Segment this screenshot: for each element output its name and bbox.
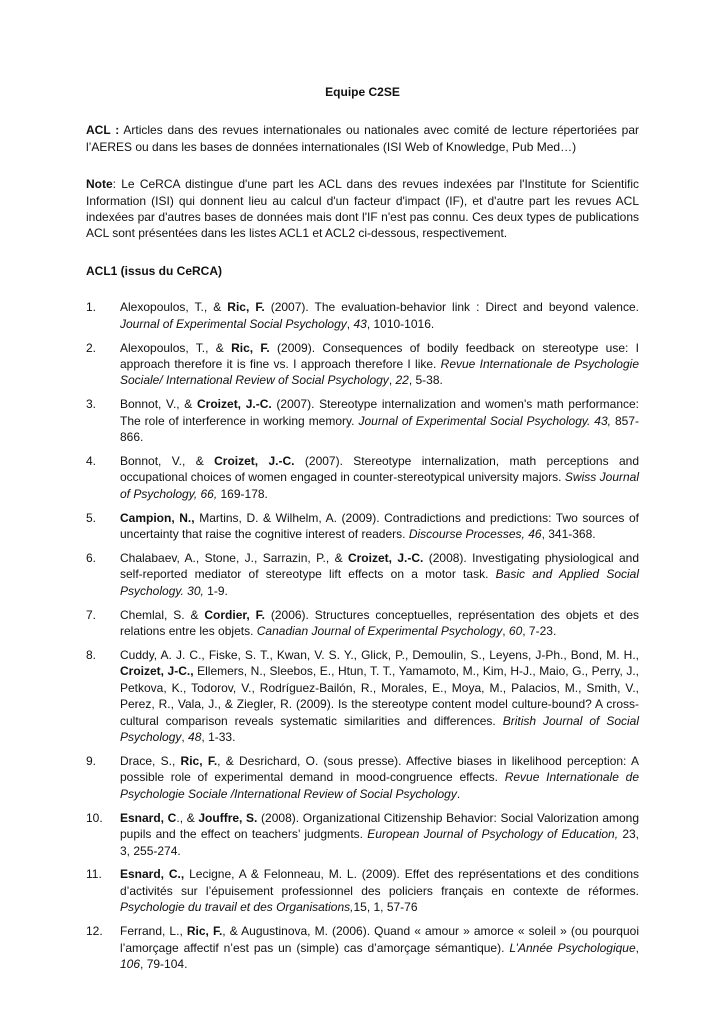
reference-segment: 857-866. [120,413,639,445]
reference-segment: , 5-38. [408,373,443,388]
reference-text [120,647,639,745]
journal-text: Revue Internationale de Psychologie Sociale /International Review of Social Psychology [120,770,639,801]
reference-number: 2. [86,340,97,355]
acl-label: ACL : [86,123,120,138]
journal-text: Discourse Processes, 46 [408,527,542,542]
reference-segment: (2007). Stereotype internalization and women's math performance: The role of interference in working memory. [120,397,639,428]
reference-text [120,753,639,802]
reference-list [86,299,639,972]
journal-text: 22 [395,373,409,388]
reference-segment: Alexopoulos, T., & [120,340,232,355]
reference-segment: Cuddy, A. J. C., Fiske, S. T., Kwan, V. S. Y., Glick, P., Demoulin, S., Leyens, J-Ph., Bond, M. H., [120,648,639,663]
reference-segment: , [502,624,509,639]
reference-text [120,453,639,502]
reference-segment: , & Augustinova, M. (2006). Quand « amour » amorce « soleil » (ou pourquoi l’amorçage affectif n’est pas un (simple) cas d’amorçage sémantique). [120,924,639,955]
journal-text: 48 [188,730,202,745]
reference-segment: , & Desrichard, O. (sous presse). Affective biases in likelihood perception: A possible role of experimental demand in mood-congruence effects. [120,754,639,785]
reference-number: 1. [86,300,97,315]
reference-item [86,299,639,332]
author-highlight: Ric, F. [227,300,265,315]
author-highlight: Esnard, C [120,810,177,825]
reference-segment: . [456,786,461,801]
reference-text [120,923,639,972]
reference-segment: , [181,730,189,745]
reference-segment: (2006). Structures conceptuelles, représentation des objets et des relations entre les objets. [120,607,639,639]
reference-item [86,550,639,599]
reference-segment: , 1-33. [201,730,236,745]
reference-segment: , 7-23. [522,624,557,639]
reference-text [120,299,639,332]
reference-segment: Chalabaev, A., Stone, J., Sarrazin, P., & [120,551,348,566]
reference-segment: Martins, D. & Wilhelm, A. (2009). Contradictions and predictions: Two sources of uncertainty that raise the cognitive interest of readers. [120,510,640,542]
reference-text [120,340,639,389]
reference-segment: , [388,373,396,388]
reference-item [86,607,639,640]
reference-segment: Drace, S., [120,754,181,768]
reference-segment: Ferrand, L., [120,924,187,939]
author-highlight: Cordier, F. [204,607,265,622]
reference-item [86,340,639,389]
author-highlight: Ric, F. [186,924,223,939]
reference-text [120,607,639,640]
reference-segment: (2008). Organizational Citizenship Behavior: Social Valorization among pupils and the effect on teachers’ judgments. [120,810,640,842]
reference-segment: Alexopoulos, T., & [120,300,228,315]
reference-segment: 1-9. [203,583,228,598]
note-paragraph [86,176,639,242]
reference-number: 11. [86,867,102,882]
section-heading: ACL1 (issus du CeRCA) [86,263,223,278]
journal-text: Basic and Applied Social Psychology. 30, [120,567,640,598]
note-text: : Le CeRCA distingue d'une part les ACL dans des revues indexées par l'Institute for Scientific Information (ISI) qui donnent lieu au calcul d'un facteur d'impact (IF), et d'autre part les revues ACL indexées par d'autres bases de données mais dont l'IF n'est pas connu. Ces deux types de publications ACL sont présentées dans les listes ACL1 et ACL2 ci-dessous, respectivement. [86,177,639,241]
journal-text: Psychologie du travail et des Organisations, [120,900,354,915]
reference-segment: , 79-104. [140,956,188,971]
author-highlight: Campion, N., [120,510,195,525]
author-highlight: Esnard, C., [120,867,185,882]
reference-segment: (2007). Stereotype internalization, math perceptions and occupational choices of women engaged in counter-stereotypical university majors. [120,454,640,485]
reference-segment: , [635,940,639,955]
reference-segment: 169-178. [217,486,268,501]
reference-segment: , 341-368. [541,527,596,542]
author-highlight: Croizet, J-C., [120,664,194,679]
journal-text: Canadian Journal of Experimental Psychology [256,624,503,639]
reference-segment: (2009). Consequences of bodily feedback on stereotype use: I approach therefore it is fine vs. I approach therefore I like. [120,340,639,371]
reference-item [86,647,639,745]
reference-segment: ., & [176,810,199,825]
reference-segment: Bonnot, V., & [120,397,198,412]
acl-paragraph [86,122,639,155]
reference-number: 10. [86,810,103,825]
reference-segment: Lecigne, A & Felonneau, M. L. (2009). Effet des représentations et des conditions d’activités sur l’épuisement professionnel des policiers français en contexte de réformes. [120,867,640,898]
reference-number: 5. [86,510,97,525]
author-highlight: Ric, F. [180,754,218,768]
journal-text: British Journal of Social Psychology [120,713,639,745]
reference-item [86,453,639,502]
reference-segment: (2008). Investigating physiological and self-reported mediator of stereotype lift effects on a motor task. [120,551,639,582]
reference-number: 7. [86,607,97,622]
reference-segment: Bonnot, V., & [120,454,215,468]
reference-text [120,396,639,445]
reference-text [120,810,639,859]
author-highlight: Ric, F. [231,340,270,355]
reference-segment: Ellemers, N., Sleebos, E., Htun, T. T., Yamamoto, M., Kim, H-J., Maio, G., Perry, J., Petkova, K., Todorov, V., Rodríguez-Bailón, R., Morales, E., Moya, M., Palacios, M., Smith, V., Perez, R., Vala, J., & Ziegler, R. (2009). Is the stereotype content model culture-bound? A cross-cultural comparison reveals systematic similarities and differences. [120,664,640,728]
journal-text: Swiss Journal of Psychology, 66, [120,470,640,501]
author-highlight: Croizet, J.-C. [197,397,272,412]
journal-text: European Journal of Psychology of Education, [367,827,619,842]
page-title: Equipe C2SE [325,85,400,99]
reference-segment: , [346,316,354,331]
journal-text: Journal of Experimental Social Psychology. 43, [358,413,611,428]
author-highlight: Croizet, J.-C. [347,551,424,566]
reference-segment: , 1010-1016. [366,316,435,331]
reference-number: 8. [86,648,97,663]
reference-segment: 15, 1, 57-76 [353,900,418,915]
reference-text [120,510,639,543]
reference-text [120,550,639,599]
reference-segment: Chemlal, S. & [120,607,205,622]
note-label: Note [86,177,113,192]
reference-item [86,753,639,802]
journal-text: Journal of Experimental Social Psychology [120,316,347,331]
journal-text: 43 [353,316,367,331]
reference-segment: (2007). The evaluation-behavior link : Direct and beyond valence. [264,300,639,315]
author-highlight: Croizet, J.-C. [214,454,295,468]
reference-item [86,810,639,859]
author-highlight: Jouffre, S. [198,810,258,825]
reference-item [86,923,639,972]
journal-text: 60 [508,624,523,639]
reference-item [86,510,639,543]
reference-number: 12. [86,924,103,939]
journal-text: 106 [120,956,141,971]
reference-number: 3. [86,397,97,412]
reference-number: 4. [86,454,97,468]
reference-number: 9. [86,754,97,768]
reference-item [86,396,639,445]
reference-segment: 23, 3, 255-274. [120,827,639,858]
journal-text: Revue Internationale de Psychologie Sociale/ International Review of Social Psychology [120,356,639,388]
acl-text: Articles dans des revues internationales ou nationales avec comité de lecture répertoriées par l’AERES ou dans les bases de données internationales (ISI Web of Knowledge, Pub Med…) [86,123,639,154]
reference-item [86,866,639,915]
journal-text: L’Année Psychologique [509,940,636,955]
reference-number: 6. [86,551,97,566]
reference-text [120,866,639,915]
